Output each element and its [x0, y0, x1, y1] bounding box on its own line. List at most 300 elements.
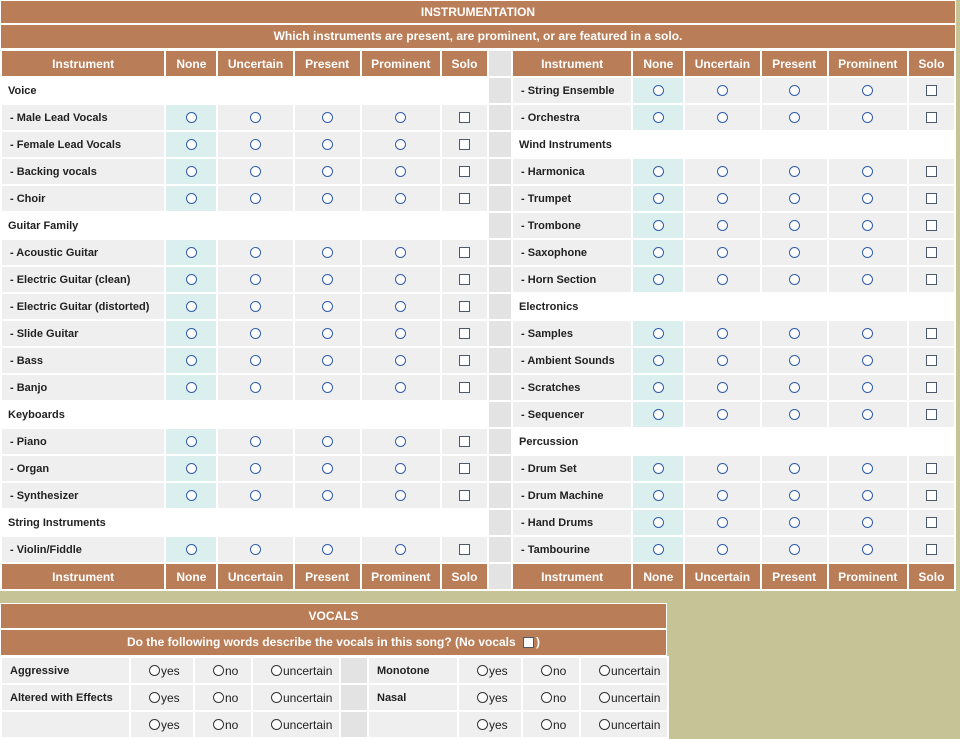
- cell-uncertain: [217, 428, 293, 455]
- column-header-prominent: Prominent: [361, 563, 441, 590]
- radio-present[interactable]: [322, 355, 333, 366]
- radio-uncertain[interactable]: [717, 544, 728, 555]
- solo-checkbox[interactable]: [926, 193, 937, 204]
- solo-checkbox[interactable]: [926, 382, 937, 393]
- radio-none[interactable]: [186, 355, 197, 366]
- option-uncertain: [599, 664, 660, 678]
- solo-checkbox[interactable]: [926, 355, 937, 366]
- radio-uncertain[interactable]: [717, 517, 728, 528]
- solo-checkbox[interactable]: [926, 166, 937, 177]
- cell-present: [761, 347, 828, 374]
- radio-present[interactable]: [789, 193, 800, 204]
- cell-solo: [441, 185, 488, 212]
- cell-uncertain: [580, 711, 668, 738]
- radio-uncertain[interactable]: [250, 328, 261, 339]
- column-header-none: None: [632, 563, 684, 590]
- cell-solo: [441, 320, 488, 347]
- radio-present[interactable]: [322, 328, 333, 339]
- instrument-row: [1, 401, 955, 428]
- cell-uncertain: [217, 158, 293, 185]
- radio-uncertain[interactable]: [250, 301, 261, 312]
- radio-present[interactable]: [789, 166, 800, 177]
- vocals-question-text: Do the following words describe the vocals in this song? (No vocals: [126, 635, 516, 649]
- radio-uncertain[interactable]: [599, 665, 610, 676]
- radio-prominent[interactable]: [395, 274, 406, 285]
- cell-present: [761, 482, 828, 509]
- column-header-none: None: [165, 50, 217, 77]
- radio-yes[interactable]: [149, 719, 160, 730]
- solo-checkbox[interactable]: [926, 463, 937, 474]
- instrument-label: - Slide Guitar: [1, 320, 165, 347]
- cell-none: [165, 455, 217, 482]
- cell-prominent: [828, 104, 908, 131]
- option-label: uncertain: [283, 663, 333, 678]
- radio-prominent[interactable]: [395, 355, 406, 366]
- radio-uncertain[interactable]: [271, 665, 282, 676]
- column-gap: [488, 428, 512, 455]
- vocals-question: [0, 629, 667, 656]
- option-yes: [149, 664, 180, 678]
- instrument-label: - Drum Machine: [512, 482, 632, 509]
- instrument-row: [1, 131, 955, 158]
- category-label: Wind Instruments: [512, 131, 955, 158]
- cell-none: [165, 293, 217, 320]
- radio-none[interactable]: [186, 247, 197, 258]
- radio-prominent[interactable]: [395, 112, 406, 123]
- column-header-uncertain: Uncertain: [217, 50, 293, 77]
- radio-prominent[interactable]: [862, 274, 873, 285]
- cell-none: [165, 428, 217, 455]
- cell-prominent: [828, 239, 908, 266]
- radio-none[interactable]: [653, 544, 664, 555]
- radio-prominent[interactable]: [395, 436, 406, 447]
- radio-prominent[interactable]: [395, 139, 406, 150]
- radio-uncertain[interactable]: [717, 328, 728, 339]
- solo-checkbox[interactable]: [459, 301, 470, 312]
- cell-solo: [908, 482, 955, 509]
- radio-uncertain[interactable]: [717, 112, 728, 123]
- instrument-row: [1, 482, 955, 509]
- column-gap: [488, 266, 512, 293]
- cell-yes: [130, 684, 194, 711]
- instrument-row: [1, 455, 955, 482]
- radio-prominent[interactable]: [862, 112, 873, 123]
- column-gap: [488, 293, 512, 320]
- radio-present[interactable]: [789, 355, 800, 366]
- radio-present[interactable]: [789, 112, 800, 123]
- column-gap: [488, 158, 512, 185]
- cell-none: [632, 482, 684, 509]
- radio-none[interactable]: [186, 274, 197, 285]
- option-label: no: [225, 690, 239, 705]
- option-label: yes: [161, 663, 180, 678]
- instrumentation-table: [0, 49, 956, 591]
- cell-prominent: [361, 293, 441, 320]
- cell-uncertain: [217, 104, 293, 131]
- instrumentation-question: Which instruments are present, are prominent, or are featured in a solo.: [0, 24, 956, 49]
- category-label: Voice: [1, 77, 488, 104]
- radio-present[interactable]: [789, 247, 800, 258]
- category-label: Percussion: [512, 428, 955, 455]
- solo-checkbox[interactable]: [459, 490, 470, 501]
- radio-none[interactable]: [653, 463, 664, 474]
- column-gap: [340, 684, 368, 711]
- radio-present[interactable]: [789, 409, 800, 420]
- radio-none[interactable]: [186, 436, 197, 447]
- radio-prominent[interactable]: [395, 193, 406, 204]
- cell-present: [294, 482, 361, 509]
- column-header-prominent: Prominent: [361, 50, 441, 77]
- solo-checkbox[interactable]: [926, 112, 937, 123]
- column-header-uncertain: Uncertain: [684, 563, 760, 590]
- radio-uncertain[interactable]: [250, 490, 261, 501]
- instrument-label: - Horn Section: [512, 266, 632, 293]
- cell-uncertain: [684, 185, 760, 212]
- radio-uncertain[interactable]: [250, 544, 261, 555]
- radio-none[interactable]: [186, 490, 197, 501]
- radio-present[interactable]: [789, 382, 800, 393]
- cell-none: [165, 239, 217, 266]
- radio-none[interactable]: [653, 328, 664, 339]
- radio-none[interactable]: [186, 301, 197, 312]
- solo-checkbox[interactable]: [926, 220, 937, 231]
- cell-prominent: [828, 455, 908, 482]
- radio-uncertain[interactable]: [599, 719, 610, 730]
- cell-none: [632, 347, 684, 374]
- solo-checkbox[interactable]: [926, 247, 937, 258]
- radio-prominent[interactable]: [395, 544, 406, 555]
- instrument-label: - Acoustic Guitar: [1, 239, 165, 266]
- cell-solo: [441, 428, 488, 455]
- radio-uncertain[interactable]: [271, 692, 282, 703]
- column-header-solo: Solo: [908, 563, 955, 590]
- radio-yes[interactable]: [477, 665, 488, 676]
- radio-present[interactable]: [322, 274, 333, 285]
- option-label: yes: [489, 690, 508, 705]
- cell-no: [194, 711, 252, 738]
- radio-none[interactable]: [186, 328, 197, 339]
- cell-none: [632, 320, 684, 347]
- option-label: yes: [489, 663, 508, 678]
- cell-uncertain: [252, 711, 340, 738]
- radio-present[interactable]: [322, 166, 333, 177]
- instrument-row: [1, 185, 955, 212]
- cell-present: [761, 185, 828, 212]
- radio-present[interactable]: [789, 517, 800, 528]
- column-gap: [488, 77, 512, 104]
- column-header-prominent: Prominent: [828, 50, 908, 77]
- no-vocals-checkbox[interactable]: [523, 637, 534, 648]
- radio-uncertain[interactable]: [717, 463, 728, 474]
- cell-present: [761, 239, 828, 266]
- radio-no[interactable]: [213, 719, 224, 730]
- radio-uncertain[interactable]: [717, 220, 728, 231]
- radio-prominent[interactable]: [395, 328, 406, 339]
- radio-present[interactable]: [789, 463, 800, 474]
- radio-prominent[interactable]: [862, 382, 873, 393]
- radio-uncertain[interactable]: [250, 463, 261, 474]
- instrument-label: - Hand Drums: [512, 509, 632, 536]
- radio-present[interactable]: [322, 436, 333, 447]
- vocal-descriptor-label: [368, 711, 458, 738]
- solo-checkbox[interactable]: [926, 85, 937, 96]
- solo-checkbox[interactable]: [459, 463, 470, 474]
- radio-uncertain[interactable]: [250, 355, 261, 366]
- cell-prominent: [361, 158, 441, 185]
- instrument-row: [1, 428, 955, 455]
- solo-checkbox[interactable]: [926, 490, 937, 501]
- radio-present[interactable]: [322, 544, 333, 555]
- radio-prominent[interactable]: [862, 220, 873, 231]
- solo-checkbox[interactable]: [926, 328, 937, 339]
- category-label: String Instruments: [1, 509, 488, 536]
- column-gap: [488, 509, 512, 536]
- option-label: no: [553, 690, 567, 705]
- radio-none[interactable]: [653, 166, 664, 177]
- radio-prominent[interactable]: [862, 166, 873, 177]
- radio-uncertain[interactable]: [717, 382, 728, 393]
- cell-uncertain: [684, 104, 760, 131]
- radio-present[interactable]: [322, 463, 333, 474]
- column-gap: [488, 104, 512, 131]
- vocals-question-end: ): [536, 635, 541, 649]
- cell-present: [761, 266, 828, 293]
- radio-uncertain[interactable]: [717, 274, 728, 285]
- radio-uncertain[interactable]: [717, 247, 728, 258]
- solo-checkbox[interactable]: [459, 112, 470, 123]
- radio-present[interactable]: [322, 382, 333, 393]
- radio-prominent[interactable]: [862, 328, 873, 339]
- cell-present: [761, 104, 828, 131]
- cell-solo: [908, 212, 955, 239]
- radio-none[interactable]: [653, 409, 664, 420]
- radio-yes[interactable]: [149, 665, 160, 676]
- solo-checkbox[interactable]: [459, 247, 470, 258]
- cell-uncertain: [684, 455, 760, 482]
- radio-present[interactable]: [322, 112, 333, 123]
- radio-yes[interactable]: [149, 692, 160, 703]
- solo-checkbox[interactable]: [926, 517, 937, 528]
- radio-uncertain[interactable]: [271, 719, 282, 730]
- radio-prominent[interactable]: [862, 193, 873, 204]
- cell-present: [294, 347, 361, 374]
- cell-solo: [908, 509, 955, 536]
- option-label: no: [225, 717, 239, 732]
- radio-none[interactable]: [186, 166, 197, 177]
- instrument-label: - Violin/Fiddle: [1, 536, 165, 563]
- radio-prominent[interactable]: [395, 247, 406, 258]
- radio-none[interactable]: [186, 193, 197, 204]
- cell-none: [632, 185, 684, 212]
- radio-none[interactable]: [186, 139, 197, 150]
- radio-uncertain[interactable]: [599, 692, 610, 703]
- cell-present: [761, 158, 828, 185]
- radio-prominent[interactable]: [862, 544, 873, 555]
- cell-prominent: [828, 77, 908, 104]
- radio-none[interactable]: [653, 193, 664, 204]
- vocals-row: [1, 684, 668, 711]
- radio-present[interactable]: [789, 220, 800, 231]
- cell-uncertain: [252, 657, 340, 684]
- cell-prominent: [361, 536, 441, 563]
- vocal-descriptor-label: Altered with Effects: [1, 684, 130, 711]
- instrument-label: - Bass: [1, 347, 165, 374]
- solo-checkbox[interactable]: [459, 436, 470, 447]
- radio-none[interactable]: [653, 220, 664, 231]
- cell-solo: [908, 158, 955, 185]
- solo-checkbox[interactable]: [926, 544, 937, 555]
- radio-present[interactable]: [322, 490, 333, 501]
- radio-prominent[interactable]: [862, 85, 873, 96]
- radio-yes[interactable]: [477, 692, 488, 703]
- radio-none[interactable]: [186, 382, 197, 393]
- radio-uncertain[interactable]: [250, 112, 261, 123]
- radio-none[interactable]: [186, 544, 197, 555]
- column-header-none: None: [632, 50, 684, 77]
- radio-present[interactable]: [322, 139, 333, 150]
- radio-present[interactable]: [789, 490, 800, 501]
- cell-prominent: [828, 374, 908, 401]
- radio-no[interactable]: [541, 692, 552, 703]
- option-label: no: [553, 663, 567, 678]
- radio-uncertain[interactable]: [250, 274, 261, 285]
- cell-present: [294, 239, 361, 266]
- radio-prominent[interactable]: [395, 301, 406, 312]
- cell-uncertain: [684, 401, 760, 428]
- radio-uncertain[interactable]: [250, 436, 261, 447]
- radio-none[interactable]: [653, 382, 664, 393]
- radio-prominent[interactable]: [862, 517, 873, 528]
- radio-present[interactable]: [322, 193, 333, 204]
- radio-none[interactable]: [653, 517, 664, 528]
- radio-none[interactable]: [653, 355, 664, 366]
- cell-none: [165, 131, 217, 158]
- solo-checkbox[interactable]: [459, 166, 470, 177]
- cell-none: [165, 104, 217, 131]
- option-no: [541, 664, 566, 678]
- cell-uncertain: [252, 684, 340, 711]
- option-yes: [477, 691, 508, 705]
- radio-present[interactable]: [322, 247, 333, 258]
- radio-none[interactable]: [653, 85, 664, 96]
- solo-checkbox[interactable]: [459, 328, 470, 339]
- cell-present: [761, 401, 828, 428]
- radio-no[interactable]: [213, 665, 224, 676]
- column-gap: [340, 657, 368, 684]
- cell-none: [632, 401, 684, 428]
- cell-uncertain: [217, 536, 293, 563]
- solo-checkbox[interactable]: [926, 274, 937, 285]
- cell-prominent: [828, 401, 908, 428]
- radio-prominent[interactable]: [862, 355, 873, 366]
- radio-no[interactable]: [541, 665, 552, 676]
- radio-prominent[interactable]: [395, 490, 406, 501]
- radio-prominent[interactable]: [862, 247, 873, 258]
- option-label: uncertain: [611, 690, 661, 705]
- radio-uncertain[interactable]: [250, 247, 261, 258]
- cell-uncertain: [580, 684, 668, 711]
- cell-no: [194, 657, 252, 684]
- cell-prominent: [828, 266, 908, 293]
- instrument-row: [1, 239, 955, 266]
- radio-no[interactable]: [213, 692, 224, 703]
- solo-checkbox[interactable]: [459, 139, 470, 150]
- radio-uncertain[interactable]: [717, 85, 728, 96]
- radio-present[interactable]: [322, 301, 333, 312]
- radio-none[interactable]: [653, 112, 664, 123]
- solo-checkbox[interactable]: [459, 193, 470, 204]
- radio-none[interactable]: [653, 490, 664, 501]
- radio-none[interactable]: [653, 274, 664, 285]
- instrumentation-title: INSTRUMENTATION: [0, 0, 956, 24]
- cell-none: [165, 158, 217, 185]
- solo-checkbox[interactable]: [926, 409, 937, 420]
- cell-present: [294, 374, 361, 401]
- solo-checkbox[interactable]: [459, 355, 470, 366]
- cell-present: [761, 77, 828, 104]
- radio-uncertain[interactable]: [717, 409, 728, 420]
- column-gap: [488, 563, 512, 590]
- radio-prominent[interactable]: [395, 382, 406, 393]
- solo-checkbox[interactable]: [459, 382, 470, 393]
- radio-prominent[interactable]: [862, 409, 873, 420]
- cell-solo: [441, 131, 488, 158]
- instrument-row: [1, 104, 955, 131]
- radio-prominent[interactable]: [395, 463, 406, 474]
- column-header-present: Present: [761, 50, 828, 77]
- radio-no[interactable]: [541, 719, 552, 730]
- radio-uncertain[interactable]: [250, 382, 261, 393]
- solo-checkbox[interactable]: [459, 274, 470, 285]
- solo-checkbox[interactable]: [459, 544, 470, 555]
- column-header-solo: Solo: [441, 563, 488, 590]
- radio-yes[interactable]: [477, 719, 488, 730]
- cell-prominent: [828, 536, 908, 563]
- cell-solo: [908, 536, 955, 563]
- radio-prominent[interactable]: [862, 490, 873, 501]
- radio-uncertain[interactable]: [717, 166, 728, 177]
- radio-uncertain[interactable]: [717, 490, 728, 501]
- cell-none: [632, 536, 684, 563]
- radio-none[interactable]: [186, 463, 197, 474]
- radio-none[interactable]: [653, 247, 664, 258]
- vocals-title: VOCALS: [0, 603, 667, 629]
- cell-solo: [441, 455, 488, 482]
- radio-none[interactable]: [186, 112, 197, 123]
- radio-present[interactable]: [789, 274, 800, 285]
- instrument-row: [1, 536, 955, 563]
- radio-uncertain[interactable]: [250, 166, 261, 177]
- option-no: [541, 691, 566, 705]
- column-gap: [488, 374, 512, 401]
- vocals-table: [0, 656, 669, 739]
- radio-present[interactable]: [789, 328, 800, 339]
- cell-yes: [458, 684, 522, 711]
- cell-solo: [441, 347, 488, 374]
- radio-uncertain[interactable]: [717, 193, 728, 204]
- radio-prominent[interactable]: [395, 166, 406, 177]
- cell-present: [294, 428, 361, 455]
- radio-uncertain[interactable]: [250, 139, 261, 150]
- radio-present[interactable]: [789, 85, 800, 96]
- option-uncertain: [599, 691, 660, 705]
- column-header-none: None: [165, 563, 217, 590]
- cell-none: [632, 158, 684, 185]
- radio-prominent[interactable]: [862, 463, 873, 474]
- radio-uncertain[interactable]: [717, 355, 728, 366]
- radio-uncertain[interactable]: [250, 193, 261, 204]
- radio-present[interactable]: [789, 544, 800, 555]
